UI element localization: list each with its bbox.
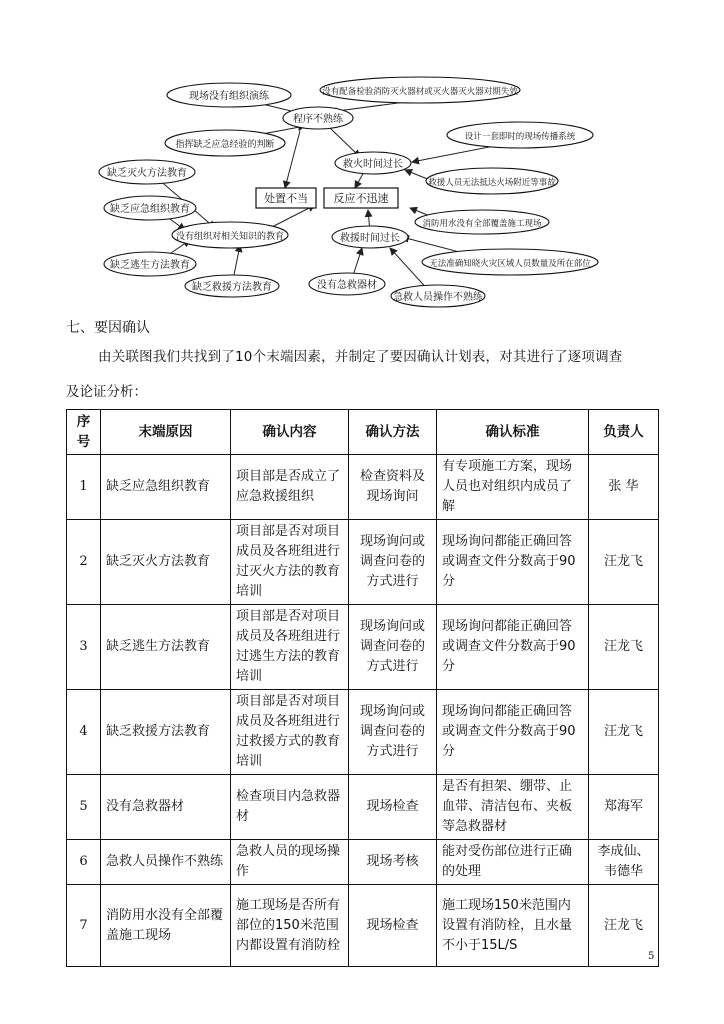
row-cause: 缺乏救援方法教育 <box>101 690 231 775</box>
row-owner: 汪龙飞 <box>589 690 659 775</box>
svg-text:反应不迅速: 反应不迅速 <box>333 192 389 205</box>
row-seq: 2 <box>67 520 101 605</box>
row-seq: 3 <box>67 605 101 690</box>
svg-text:缺乏灭火方法教育: 缺乏灭火方法教育 <box>107 168 187 179</box>
row-standard: 现场询问都能正确回答或调查文件分数高于90分 <box>437 605 589 690</box>
row-method: 现场询问或调查问卷的方式进行 <box>349 520 437 605</box>
svg-text:没有配备检验消防灭火器材或灭火器灭火器对期失效: 没有配备检验消防灭火器材或灭火器灭火器对期失效 <box>322 87 518 97</box>
svg-text:急救人员操作不熟练: 急救人员操作不熟练 <box>393 292 483 303</box>
table-row <box>67 455 659 520</box>
row-cause: 消防用水没有全部覆盖施工现场 <box>101 885 231 967</box>
svg-text:救援人员无法抵达火场附近等事故: 救援人员无法抵达火场附近等事故 <box>428 178 556 188</box>
node-unskilled-procedure <box>283 107 353 129</box>
svg-text:处置不当: 处置不当 <box>264 192 308 205</box>
row-standard: 有专项施工方案，现场人员也对组织内成员了解 <box>437 455 589 520</box>
svg-text:指挥缺乏应急经验的判断: 指挥缺乏应急经验的判断 <box>175 140 275 150</box>
row-content: 检查项目内急救器材 <box>231 775 349 840</box>
header-cause: 末端原因 <box>101 410 231 455</box>
row-content: 项目部是否对项目成员及各班组进行过救援方式的教育培训 <box>231 690 349 775</box>
node-lack-org-edu <box>104 196 196 220</box>
row-method: 现场考核 <box>349 840 437 885</box>
intro-paragraph-line2: 及论证分析： <box>66 384 147 400</box>
header-seq: 序号 <box>67 410 101 455</box>
intro-paragraph-line1: 由关联图我们共找到了10个末端因素，并制定了要因确认计划表，对其进行了逐项调查 <box>98 349 623 365</box>
node-command-judgement <box>165 130 285 156</box>
svg-text:无法准确知晓火灾区域人员数量及所在部位: 无法准确知晓火灾区域人员数量及所在部位 <box>429 259 591 269</box>
row-seq: 5 <box>67 775 101 840</box>
node-firefight-too-long <box>335 152 411 174</box>
svg-text:缺乏救援方法教育: 缺乏救援方法教育 <box>192 282 272 293</box>
center-box-slow-response <box>324 188 398 208</box>
row-seq: 4 <box>67 690 101 775</box>
node-first-aid-unskilled <box>391 285 485 307</box>
row-content: 项目部是否对项目成员及各班组进行过逃生方法的教育培训 <box>231 605 349 690</box>
table-row <box>67 605 659 690</box>
header-method: 确认方法 <box>349 410 437 455</box>
row-seq: 7 <box>67 885 101 967</box>
node-lack-rescue-edu <box>185 275 279 297</box>
row-method: 现场检查 <box>349 775 437 840</box>
node-no-first-aid-kit <box>309 273 385 295</box>
row-owner: 李成仙、韦德华 <box>589 840 659 885</box>
row-cause: 缺乏应急组织教育 <box>101 455 231 520</box>
table-row <box>67 520 659 605</box>
table-row <box>67 885 659 967</box>
relationship-diagram <box>0 0 724 315</box>
center-box-improper-handling <box>256 188 316 208</box>
row-method: 现场询问或调查问卷的方式进行 <box>349 690 437 775</box>
row-content: 项目部是否对项目成员及各班组进行过灭火方法的教育培训 <box>231 520 349 605</box>
svg-text:现场没有组织演练: 现场没有组织演练 <box>189 91 269 102</box>
row-cause: 急救人员操作不熟练 <box>101 840 231 885</box>
row-standard: 现场询问都能正确回答或调查文件分数高于90分 <box>437 520 589 605</box>
header-content: 确认内容 <box>231 410 349 455</box>
svg-text:缺乏应急组织教育: 缺乏应急组织教育 <box>110 204 190 215</box>
row-content: 项目部是否成立了应急救援组织 <box>231 455 349 520</box>
row-cause: 缺乏逃生方法教育 <box>101 605 231 690</box>
node-rescuer-cannot-reach <box>426 168 558 194</box>
cause-confirmation-table <box>66 409 659 967</box>
node-rescue-too-long <box>332 226 408 248</box>
node-no-drill <box>167 83 291 107</box>
row-standard: 是否有担架、绷带、止血带、清洁包布、夹板等急救器材 <box>437 775 589 840</box>
svg-text:没有组织对相关知识的教育: 没有组织对相关知识的教育 <box>175 232 285 242</box>
node-no-knowledge-edu <box>172 222 288 248</box>
row-cause: 没有急救器材 <box>101 775 231 840</box>
row-owner: 张 华 <box>589 455 659 520</box>
row-owner: 郑海军 <box>589 775 659 840</box>
node-lack-firefight-edu <box>99 160 195 184</box>
row-seq: 1 <box>67 455 101 520</box>
table-header-row <box>67 410 659 455</box>
table-row <box>67 775 659 840</box>
section-title: 七、要因确认 <box>66 320 150 336</box>
row-content: 施工现场是否所有部位的150米范围内都设置有消防栓 <box>231 885 349 967</box>
node-extinguisher-invalid <box>320 77 520 103</box>
svg-text:救火时间过长: 救火时间过长 <box>343 159 403 170</box>
row-cause: 缺乏灭火方法教育 <box>101 520 231 605</box>
row-method: 现场询问或调查问卷的方式进行 <box>349 605 437 690</box>
table-row <box>67 690 659 775</box>
node-lack-escape-edu <box>104 252 196 276</box>
page-number: 5 <box>648 951 655 962</box>
header-owner: 负责人 <box>589 410 659 455</box>
row-content: 急救人员的现场操作 <box>231 840 349 885</box>
row-seq: 6 <box>67 840 101 885</box>
row-standard: 施工现场150米范围内设置有消防栓，且水量不小于15L/S <box>437 885 589 967</box>
svg-text:缺乏逃生方法教育: 缺乏逃生方法教育 <box>110 260 190 271</box>
svg-text:消防用水没有全部覆盖施工现场: 消防用水没有全部覆盖施工现场 <box>422 219 542 229</box>
svg-text:程序不熟练: 程序不熟练 <box>293 114 343 125</box>
table-row <box>67 840 659 885</box>
row-owner: 汪龙飞 <box>589 520 659 605</box>
header-standard: 确认标准 <box>437 410 589 455</box>
node-broadcast-system <box>447 122 593 148</box>
row-owner: 汪龙飞 <box>589 885 659 967</box>
svg-text:没有急救器材: 没有急救器材 <box>317 280 377 291</box>
node-unknown-personnel <box>422 249 598 275</box>
row-standard: 能对受伤部位进行正确的处理 <box>437 840 589 885</box>
svg-text:设计一套即时的现场传播系统: 设计一套即时的现场传播系统 <box>464 132 576 142</box>
row-owner: 汪龙飞 <box>589 605 659 690</box>
node-water-not-covered <box>415 210 549 234</box>
row-standard: 现场询问都能正确回答或调查文件分数高于90分 <box>437 690 589 775</box>
row-method: 检查资料及现场询问 <box>349 455 437 520</box>
row-method: 现场检查 <box>349 885 437 967</box>
svg-text:救援时间过长: 救援时间过长 <box>340 233 400 244</box>
